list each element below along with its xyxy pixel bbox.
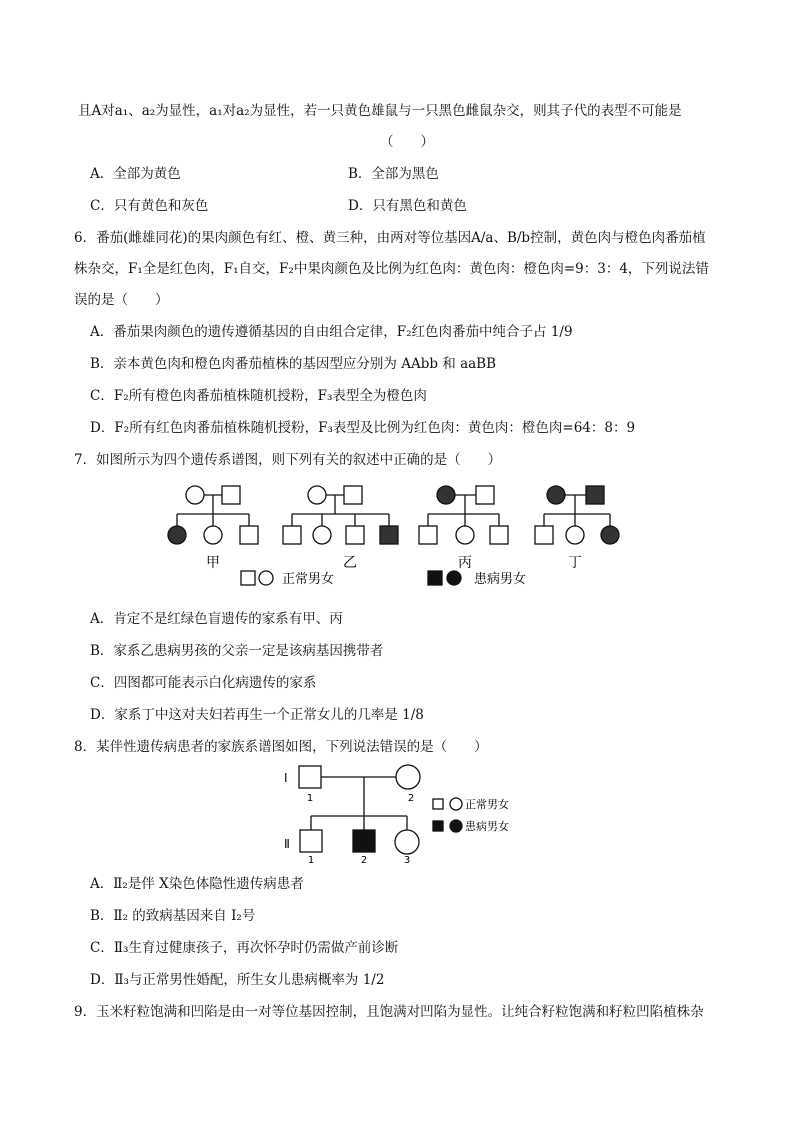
q8-stem: 8．某伴性遗传病患者的家族系谱图如图，下列说法错误的是（ ）	[74, 739, 488, 755]
q8-pedigree-figure	[276, 760, 536, 870]
q7-option-c: C．四图都可能表示白化病遗传的家系	[90, 675, 317, 691]
q5-stem-tail: 且A对a₁、a₂为显性，a₁对a₂为显性，若一只黄色雄鼠与一只黑色雌鼠杂交，则其子代的表型不可能是	[78, 103, 682, 119]
pedigree-jia	[168, 486, 258, 544]
q6-option-c: C．F₂所有橙色肉番茄植株随机授粉，F₃表型全为橙色肉	[90, 388, 427, 404]
ind-2-1-number: 1	[307, 855, 315, 866]
q5-option-a: A．全部为黄色	[90, 166, 181, 182]
q7-stem: 7．如图所示为四个遗传系谱图，则下列有关的叙述中正确的是（ ）	[74, 452, 502, 468]
legend-affected-label: 患病男女	[474, 572, 527, 587]
q5-option-b: B．全部为黑色	[348, 166, 439, 182]
q8-legend-affected: 患病男女	[465, 820, 509, 833]
ind-1-2-number: 2	[407, 793, 415, 804]
q6-stem-line2: 株杂交，F₁全是红色肉，F₁自交，F₂中果肉颜色及比例为红色肉：黄色肉：橙色肉=9：3：4，下列说法错	[74, 261, 709, 277]
q7-option-a: A．肯定不是红绿色盲遗传的家系有甲、丙	[90, 611, 343, 627]
pedigree-label-ding: 丁	[568, 555, 582, 571]
q8-option-c: C．Ⅱ₃生育过健康孩子，再次怀孕时仍需做产前诊断	[90, 940, 399, 956]
ind-2-2-number: 2	[360, 855, 368, 866]
q7-option-b: B．家系乙患病男孩的父亲一定是该病基因携带者	[90, 643, 384, 659]
q7-pedigree-figure	[160, 480, 640, 596]
pedigree-ding	[535, 486, 619, 544]
generation-1-label: Ⅰ	[284, 771, 288, 785]
q5-answer-paren: （ ）	[380, 134, 434, 150]
pedigree-label-yi: 乙	[343, 555, 357, 571]
q7-option-d: D．家系丁中这对夫妇若再生一个正常女儿的几率是 1/8	[90, 707, 424, 723]
pedigree-yi	[283, 486, 398, 544]
pedigree-label-jia: 甲	[206, 555, 220, 571]
q6-stem-line1: 6．番茄(雌雄同花)的果肉颜色有红、橙、黄三种，由两对等位基因A/a、B/b控制，黄色肉与橙色肉番茄植	[74, 230, 706, 246]
generation-2-label: Ⅱ	[284, 837, 290, 851]
ind-1-1-number: 1	[306, 793, 314, 804]
q5-option-c: C．只有黄色和灰色	[90, 198, 209, 214]
q8-option-d: D．Ⅱ₃与正常男性婚配，所生女儿患病概率为 1/2	[90, 972, 385, 988]
legend-normal-label: 正常男女	[282, 572, 335, 587]
q6-option-b: B．亲本黄色肉和橙色肉番茄植株的基因型应分别为 AAbb 和 aaBB	[90, 356, 497, 372]
q6-stem-line3: 误的是（ ）	[74, 292, 169, 308]
pedigree-bing	[419, 486, 508, 544]
q6-option-a: A．番茄果肉颜色的遗传遵循基因的自由组合定律，F₂红色肉番茄中纯合子占 1/9	[90, 324, 573, 340]
q8-option-a: A．Ⅱ₂是伴 X染色体隐性遗传病患者	[90, 876, 304, 892]
q9-stem-line1: 9．玉米籽粒饱满和凹陷是由一对等位基因控制，且饱满对凹陷为显性。让纯合籽粒饱满和籽粒凹陷植株杂	[74, 1004, 704, 1020]
q8-legend-normal: 正常男女	[465, 798, 509, 811]
q8-option-b: B．Ⅱ₂ 的致病基因来自 Ⅰ₂号	[90, 908, 256, 924]
q5-option-d: D．只有黑色和黄色	[348, 198, 467, 214]
pedigree-label-bing: 丙	[458, 555, 472, 571]
ind-2-3-number: 3	[403, 855, 411, 866]
q6-option-d: D．F₂所有红色肉番茄植株随机授粉，F₃表型及比例为红色肉：黄色肉：橙色肉=64：8：9	[90, 420, 636, 436]
